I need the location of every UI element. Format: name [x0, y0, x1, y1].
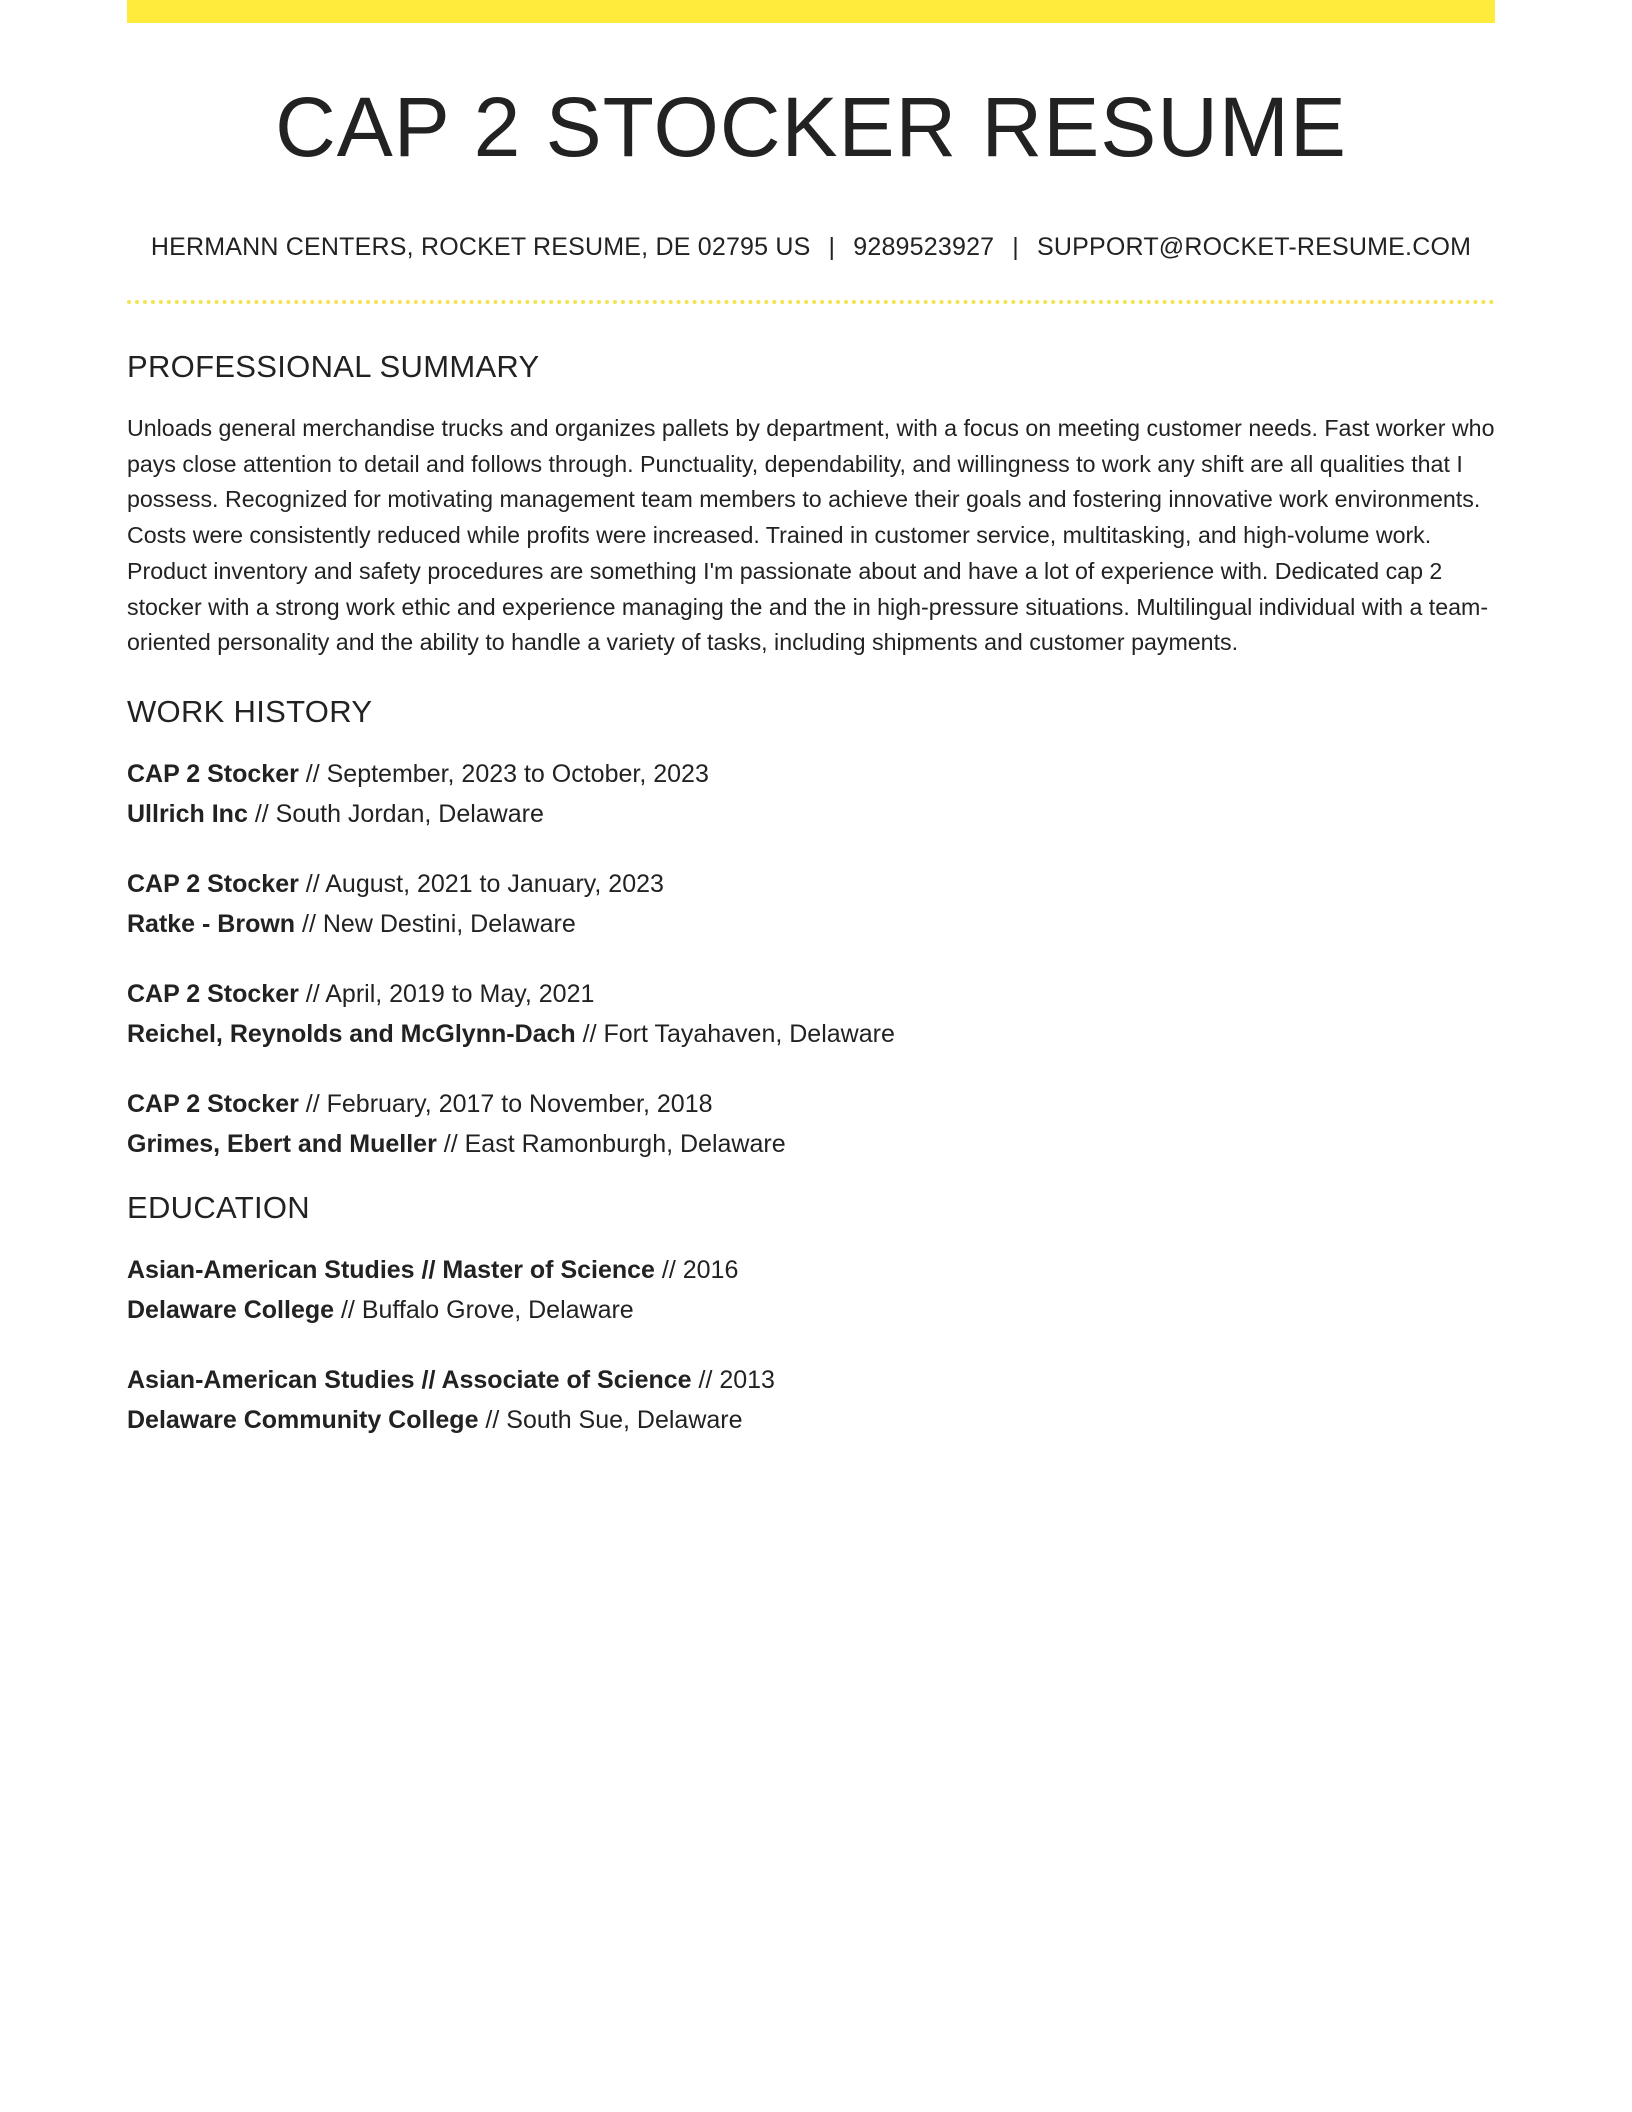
job-company: Reichel, Reynolds and McGlynn-Dach: [127, 1019, 576, 1048]
job-location: // East Ramonburgh, Delaware: [436, 1129, 786, 1158]
degree-year: // 2016: [654, 1255, 739, 1284]
dotted-divider: [127, 300, 1495, 304]
job-location: // South Jordan, Delaware: [247, 799, 544, 828]
job-title-line: [127, 864, 1495, 904]
job-company-line: [127, 1124, 1495, 1164]
summary-heading: PROFESSIONAL SUMMARY: [127, 349, 540, 384]
job-company-line: [127, 1014, 1495, 1054]
degree: Asian-American Studies // Associate of Science: [127, 1365, 692, 1394]
job-company: Ratke - Brown: [127, 909, 296, 938]
school-line: [127, 1290, 1495, 1330]
job-company-line: [127, 794, 1495, 834]
job-dates: // August, 2021 to January, 2023: [298, 869, 664, 898]
job-title-line: [127, 1084, 1495, 1124]
contact-address: HERMANN CENTERS, ROCKET RESUME, DE 02795 US: [150, 233, 811, 261]
top-accent-bar: [127, 0, 1495, 23]
contact-email: SUPPORT@ROCKET-RESUME.COM: [1037, 233, 1472, 261]
education-entry: [127, 1250, 1495, 1330]
school: Delaware College: [127, 1295, 335, 1324]
job-role: CAP 2 Stocker: [127, 1089, 299, 1118]
job-dates: // February, 2017 to November, 2018: [298, 1089, 713, 1118]
job-company-line: [127, 904, 1495, 944]
contact-separator: |: [828, 233, 836, 261]
page-title: CAP 2 STOCKER RESUME: [275, 80, 1347, 174]
resume-page: [127, 0, 1495, 1440]
job-title-line: [127, 754, 1495, 794]
school-line: [127, 1400, 1495, 1440]
job-title-line: [127, 974, 1495, 1014]
contact-line: [127, 233, 1495, 262]
job-entry: [127, 864, 1495, 944]
contact-phone: 9289523927: [853, 233, 995, 261]
work-history-heading: WORK HISTORY: [127, 693, 373, 729]
job-entry: [127, 1084, 1495, 1164]
education-heading: EDUCATION: [127, 1189, 310, 1225]
job-company: Grimes, Ebert and Mueller: [127, 1129, 437, 1158]
degree-line: [127, 1250, 1495, 1290]
job-location: // Fort Tayahaven, Delaware: [575, 1019, 895, 1048]
school: Delaware Community College: [127, 1405, 479, 1434]
contact-separator: |: [1012, 233, 1019, 261]
summary-text: Unloads general merchandise trucks and organizes pallets by department, with a focus on meeting customer needs. Fast worker who pays close attention to detail and follows through. Punctuality, dependability, and willingness to work any shift are all qualities that I possess. Recognized for motivating management team members to achieve their goals and fostering innovative work environments. Costs were consistently reduced while profits were increased. Trained in customer service, multitasking, and high-volume work. Product inventory and safety procedures are something I'm passionate about and have a lot of experience with. Dedicated cap 2 stocker with a strong work ethic and experience managing the and the in high-pressure situations. Multilingual individual with a team-oriented personality and the ability to handle a variety of tasks, including shipments and customer payments.: [127, 415, 1495, 656]
degree-line: [127, 1360, 1495, 1400]
degree: Asian-American Studies // Master of Science: [127, 1255, 655, 1284]
education-entry: [127, 1360, 1495, 1440]
job-dates: // September, 2023 to October, 2023: [298, 759, 709, 788]
job-dates: // April, 2019 to May, 2021: [298, 979, 595, 1008]
job-role: CAP 2 Stocker: [127, 979, 299, 1008]
school-location: // South Sue, Delaware: [478, 1405, 743, 1434]
school-location: // Buffalo Grove, Delaware: [334, 1295, 634, 1324]
job-location: // New Destini, Delaware: [295, 909, 576, 938]
job-entry: [127, 754, 1495, 834]
job-role: CAP 2 Stocker: [127, 869, 299, 898]
job-role: CAP 2 Stocker: [127, 759, 299, 788]
degree-year: // 2013: [691, 1365, 775, 1394]
job-company: Ullrich Inc: [127, 799, 248, 828]
job-entry: [127, 974, 1495, 1054]
